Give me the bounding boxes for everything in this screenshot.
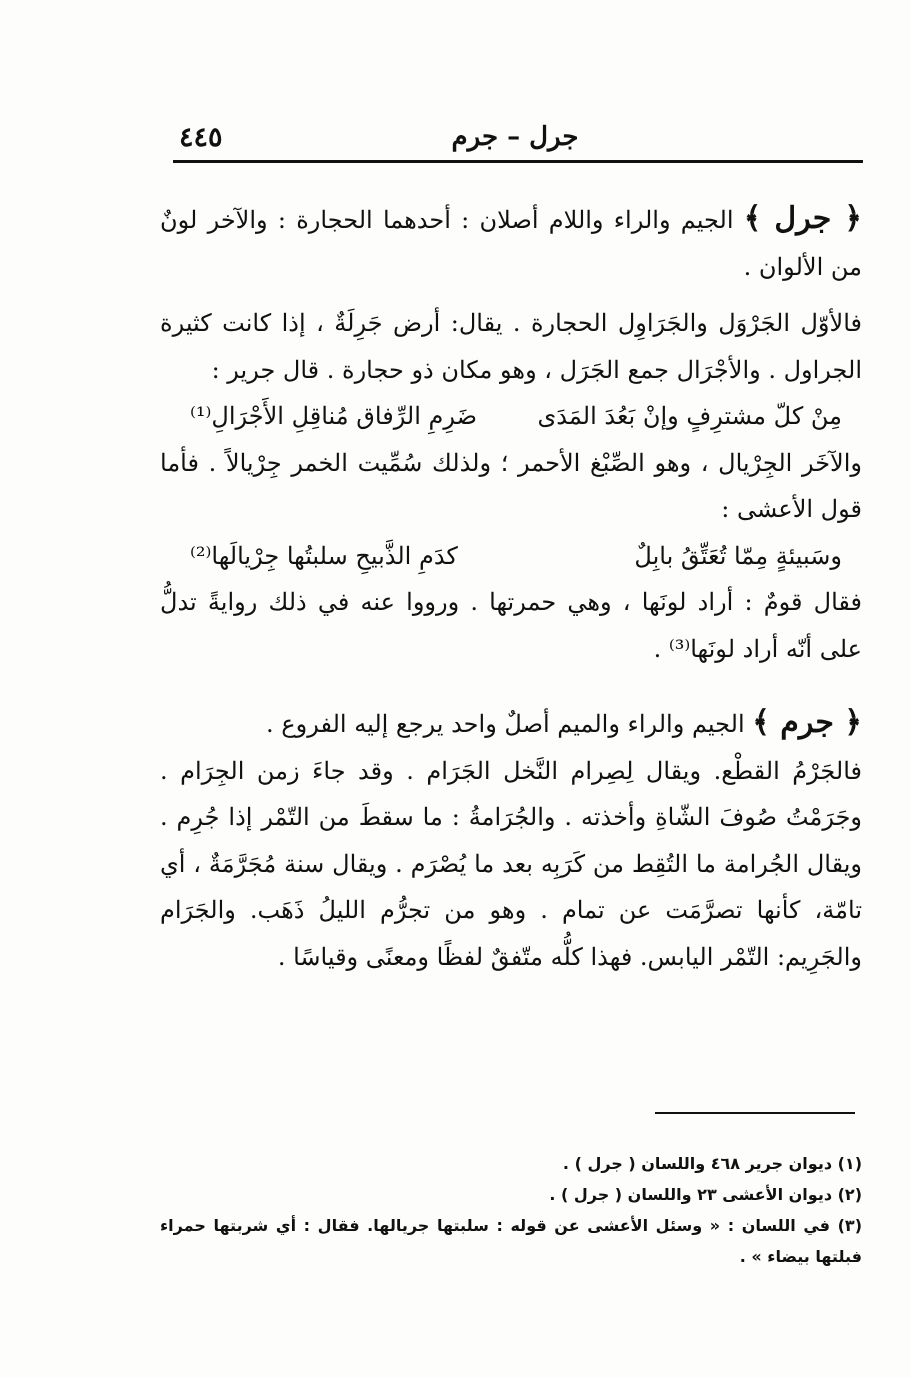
footnote-rule	[655, 1112, 855, 1114]
poem-verse	[160, 533, 862, 580]
verse-second-hemistich: كدَمِ الذَّبيحِ سلبتُها جِرْيالَها⁽²⁾	[190, 541, 458, 570]
verse-first-hemistich: وسَبيئةٍ مِمّا تُعَتِّقُ بابِلٌ	[634, 541, 842, 570]
header-rule	[173, 160, 863, 163]
paragraph: فقال قومٌ : أراد لونَها ، وهي حمرتها . ورووا عنه في ذلك روايةً تدلُّ على أنّه أراد لونَها⁽³⁾ .	[160, 588, 862, 663]
entry-jrm-intro	[160, 700, 862, 748]
entry-jrl-intro	[160, 196, 862, 290]
footnotes	[160, 1148, 862, 1272]
entry-separator	[160, 672, 862, 700]
footnote: (١) ديوان جرير ٤٦٨ واللسان ( جرل ) .	[562, 1154, 862, 1173]
main-text	[160, 196, 862, 980]
running-title: جرل – جرم	[451, 122, 579, 152]
paragraph: والآخَر الجِرْيال ، وهو الصِّبْغ الأحمر ؛ ولذلك سُمِّيت الخمر جِرْيالاً . فأما قول الأعشى :	[160, 448, 862, 523]
footnote: (٣) في اللسان : « وسئل الأعشى عن قوله : سلبتها جريالها. فقال : أي شربتها حمراء فبلتها بيضاء » .	[160, 1216, 862, 1266]
verse-second-hemistich: ضَرِمِ الرِّفاق مُناقِلِ الأَجْرَالِ⁽¹⁾	[190, 402, 478, 430]
running-header	[175, 118, 855, 158]
poem-verse	[160, 393, 862, 440]
footnote: (٢) ديوان الأعشى ٢٣ واللسان ( جرل ) .	[549, 1185, 862, 1204]
headword-jrl: ﴿ جرل ﴾	[743, 201, 862, 236]
headword-jrm: ﴿ جرم ﴾	[752, 705, 862, 740]
verse-first-hemistich: مِنْ كلّ مشترِفٍ وإنْ بَعُدَ المَدَى	[537, 402, 842, 430]
paragraph: فالأوّل الجَرْوَل والجَرَاوِل الحجارة . يقال: أرض جَرِلَةٌ ، إذا كانت كثيرة الجراول . والأجْرَال جمع الجَرَل ، وهو مكان ذو حجارة . قال جرير :	[160, 309, 862, 384]
paragraph: الجيم والراء واللام أصلان : أحدهما الحجارة : والآخر لونٌ من الألوان .	[160, 206, 862, 281]
paragraph: الجيم والراء والميم أصلٌ واحد يرجع إليه الفروع .	[266, 710, 745, 738]
paragraph: فالجَرْمُ القطْع. ويقال لِصِرام النَّخل الجَرَام . وقد جاءَ زمن الجِرَام . وجَرَمْتُ صُوفَ الشّاةِ وأخذته . والجُرَامةُ : ما سقطَ من التّمْر إذا جُرِم . ويقال الجُرامة ما التُقِط من كَرَبِه بعد ما يُصْرَم . ويقال سنة مُجَرَّمَةٌ ، أي تامّة، كأنها تصرَّمَت عن تمام . وهو من تجرُّم الليلُ ذَهَب. والجَرَام والجَرِيم: التّمْر اليابس. فهذا كلُّه متّفقٌ لفظًا ومعنًى وقياسًا .	[160, 756, 862, 971]
page-number: ٤٤٥	[179, 122, 223, 153]
